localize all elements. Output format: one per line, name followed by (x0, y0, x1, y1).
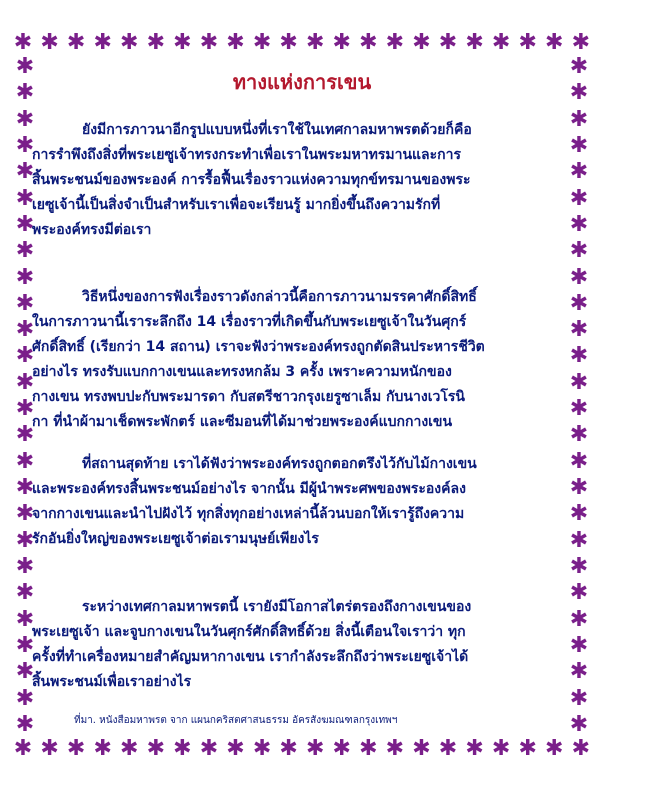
asterisk-star-icon: ✱ (359, 30, 378, 55)
paragraph-line: ที่สถานสุดท้าย เราได้ฟังว่าพระองค์ทรงถูกตอกตรึงไว้กับไม้กางเขน (82, 456, 477, 472)
asterisk-star-icon: ✱ (569, 238, 589, 264)
asterisk-star-icon: ✱ (569, 80, 589, 106)
asterisk-star-icon: ✱ (93, 30, 112, 55)
paragraph-line: อย่างไร ทรงรับแบกกางเขนและทรงหกล้ม 3 ครั้ง เพราะความหนักของ (32, 364, 452, 380)
asterisk-star-icon: ✱ (252, 30, 272, 55)
asterisk-star-icon: ✱ (15, 553, 35, 579)
paragraph-line: จากกางเขนและนำไปฝังไว้ ทุกสิ่งทุกอย่างเหล่านี้ล้วนบอกให้เรารู้ถึงความ (32, 506, 465, 522)
asterisk-star-icon: ✱ (15, 369, 35, 395)
asterisk-star-icon: ✱ (569, 264, 589, 290)
paragraph-line: เยซูเจ้านี้เป็นสิ่งจำเป็นสำหรับเราเพื่อจะเรียนรู้ มากยิ่งขึ้นถึงความรักที่ (32, 197, 441, 213)
asterisk-star-icon: ✱ (569, 501, 589, 527)
asterisk-star-icon: ✱ (199, 30, 219, 55)
asterisk-star-icon: ✱ (305, 30, 325, 55)
asterisk-star-icon: ✱ (569, 369, 589, 395)
asterisk-star-icon: ✱ (252, 736, 272, 761)
asterisk-star-icon: ✱ (569, 159, 589, 185)
asterisk-star-icon: ✱ (545, 30, 564, 55)
asterisk-star-icon: ✱ (120, 30, 139, 55)
asterisk-star-icon: ✱ (279, 30, 298, 55)
asterisk-star-icon: ✱ (385, 736, 405, 761)
asterisk-star-icon: ✱ (226, 30, 245, 55)
asterisk-star-icon: ✱ (15, 159, 35, 185)
asterisk-star-icon: ✱ (569, 132, 589, 158)
asterisk-star-icon: ✱ (569, 475, 589, 500)
paragraph-line: ระหว่างเทศกาลมหาพรตนี้ เรายังมีโอกาสไตร่ตรองถึงกางเขนของ (82, 599, 472, 615)
asterisk-star-icon: ✱ (15, 580, 35, 606)
asterisk-star-icon: ✱ (438, 736, 458, 761)
asterisk-star-icon: ✱ (15, 343, 35, 369)
asterisk-star-icon: ✱ (571, 736, 591, 761)
paragraph-2 (32, 285, 562, 435)
asterisk-star-icon: ✱ (226, 736, 245, 761)
asterisk-star-icon: ✱ (569, 422, 589, 448)
asterisk-star-icon: ✱ (305, 736, 325, 761)
asterisk-star-icon: ✱ (569, 290, 589, 316)
paragraph-line: พระเยซูเจ้า และจูบกางเขนในวันศุกร์ศักดิ์สิทธิ์ด้วย สิ่งนี้เตือนใจเราว่า ทุก (32, 624, 466, 640)
asterisk-star-icon: ✱ (569, 685, 589, 711)
asterisk-star-icon: ✱ (569, 106, 589, 132)
paragraph-line: การรำพึงถึงสิ่งที่พระเยซูเจ้าทรงกระทำเพื่อเราในพระมหาทรมานและการ (32, 147, 461, 163)
asterisk-star-icon: ✱ (40, 736, 59, 761)
asterisk-star-icon: ✱ (332, 736, 351, 761)
asterisk-star-icon: ✱ (173, 736, 192, 761)
asterisk-star-icon: ✱ (569, 317, 589, 343)
paragraph-line: และพระองค์ทรงสิ้นพระชนม์อย่างไร จากนั้น มีผู้นำพระศพของพระองค์ลง (32, 481, 466, 497)
asterisk-star-icon: ✱ (66, 30, 86, 55)
asterisk-star-icon: ✱ (569, 580, 589, 606)
asterisk-star-icon: ✱ (15, 501, 35, 527)
asterisk-star-icon: ✱ (412, 30, 431, 55)
asterisk-star-icon: ✱ (465, 736, 484, 761)
asterisk-star-icon: ✱ (15, 290, 35, 316)
asterisk-star-icon: ✱ (120, 736, 139, 761)
asterisk-star-icon: ✱ (569, 396, 589, 422)
asterisk-star-icon: ✱ (15, 606, 35, 632)
paragraph-4 (32, 595, 562, 695)
asterisk-star-icon: ✱ (518, 30, 537, 55)
paragraph-line: ศักดิ์สิทธิ์ (เรียกว่า 14 สถาน) เราจะฟังว่าพระองค์ทรงถูกตัดสินประหารชีวิต (32, 339, 485, 355)
paragraph-line: สิ้นพระชนม์ของพระองค์ การรื้อฟื้นเรื่องราวแห่งความทุกข์ทรมานของพระ (32, 172, 471, 188)
asterisk-star-icon: ✱ (412, 736, 431, 761)
asterisk-star-icon: ✱ (569, 448, 589, 474)
asterisk-star-icon: ✱ (146, 736, 166, 761)
asterisk-star-icon: ✱ (569, 632, 589, 658)
asterisk-star-icon: ✱ (15, 54, 35, 79)
asterisk-star-icon: ✱ (66, 736, 86, 761)
asterisk-star-icon: ✱ (569, 54, 589, 79)
asterisk-star-icon: ✱ (173, 30, 192, 55)
asterisk-star-icon: ✱ (569, 211, 589, 237)
paragraph-line: ครั้งที่ทำเครื่องหมายสำคัญมหากางเขน เรากำลังระลึกถึงว่าพระเยซูเจ้าได้ (32, 649, 469, 665)
paragraph-line: ยังมีการภาวนาอีกรูปแบบหนึ่งที่เราใช้ในเทศกาลมหาพรตด้วยก็คือ (82, 122, 472, 138)
asterisk-star-icon: ✱ (545, 736, 564, 761)
asterisk-star-icon: ✱ (359, 736, 378, 761)
asterisk-star-icon: ✱ (569, 553, 589, 579)
asterisk-star-icon: ✱ (465, 30, 484, 55)
asterisk-star-icon: ✱ (15, 475, 35, 500)
asterisk-star-icon: ✱ (15, 659, 35, 685)
asterisk-star-icon: ✱ (15, 711, 35, 737)
asterisk-star-icon: ✱ (15, 211, 35, 237)
asterisk-star-icon: ✱ (15, 185, 35, 211)
asterisk-star-icon: ✱ (15, 527, 35, 553)
asterisk-star-icon: ✱ (15, 264, 35, 290)
asterisk-star-icon: ✱ (15, 132, 35, 158)
asterisk-star-icon: ✱ (569, 343, 589, 369)
asterisk-star-icon: ✱ (15, 80, 35, 106)
asterisk-star-icon: ✱ (40, 30, 59, 55)
source-credit: ที่มา. หนังสือมหาพรต จาก แผนกคริสตศาสนธรรม อัครสังฆมณฑลกรุงเทพฯ (74, 715, 398, 726)
asterisk-star-icon: ✱ (15, 106, 35, 132)
asterisk-star-icon: ✱ (569, 527, 589, 553)
paragraph-1 (32, 118, 562, 243)
asterisk-star-icon: ✱ (569, 659, 589, 685)
paragraph-3 (32, 452, 562, 552)
asterisk-star-icon: ✱ (15, 685, 35, 711)
asterisk-star-icon: ✱ (569, 711, 589, 737)
asterisk-star-icon: ✱ (385, 30, 405, 55)
asterisk-star-icon: ✱ (93, 736, 112, 761)
asterisk-star-icon: ✱ (146, 30, 166, 55)
asterisk-star-icon: ✱ (569, 185, 589, 211)
paragraph-line: พระองค์ทรงมีต่อเรา (32, 222, 152, 238)
asterisk-star-icon: ✱ (569, 606, 589, 632)
paragraph-line: สิ้นพระชนม์เพื่อเราอย่างไร (32, 674, 192, 690)
asterisk-star-icon: ✱ (279, 736, 298, 761)
asterisk-star-icon: ✱ (518, 736, 537, 761)
asterisk-star-icon: ✱ (15, 317, 35, 343)
asterisk-star-icon: ✱ (332, 30, 351, 55)
paragraph-line: ในการภาวนานี้เราระลึกถึง 14 เรื่องราวที่เกิดขึ้นกับพระเยซูเจ้าในวันศุกร์ (32, 314, 467, 330)
asterisk-star-icon: ✱ (13, 736, 33, 761)
asterisk-star-icon: ✱ (15, 396, 35, 422)
asterisk-star-icon: ✱ (15, 422, 35, 448)
asterisk-star-icon: ✱ (15, 448, 35, 474)
asterisk-star-icon: ✱ (199, 736, 219, 761)
asterisk-star-icon: ✱ (13, 30, 33, 55)
asterisk-star-icon: ✱ (491, 736, 511, 761)
paragraph-line: รักอันยิ่งใหญ่ของพระเยซูเจ้าต่อเรามนุษย์เพียงไร (32, 531, 319, 547)
asterisk-star-icon: ✱ (15, 632, 35, 658)
document-page (12, 30, 592, 762)
asterisk-star-icon: ✱ (491, 30, 511, 55)
page-title: ทางแห่งการเขน (232, 70, 372, 94)
paragraph-line: กา ที่นำผ้ามาเช็ดพระพักตร์ และซีมอนที่ได้มาช่วยพระองค์แบกกางเขน (32, 414, 453, 430)
paragraph-line: กางเขน ทรงพบปะกับพระมารดา กับสตรีชาวกรุงเยรูซาเล็ม กับนางเวโรนิ (32, 389, 465, 405)
asterisk-star-icon: ✱ (438, 30, 458, 55)
paragraph-line: วิธีหนึ่งของการฟังเรื่องราวดังกล่าวนี้คือการภาวนามรรคาศักดิ์สิทธิ์ (82, 289, 477, 305)
asterisk-star-icon: ✱ (571, 30, 591, 55)
asterisk-star-icon: ✱ (15, 238, 35, 264)
